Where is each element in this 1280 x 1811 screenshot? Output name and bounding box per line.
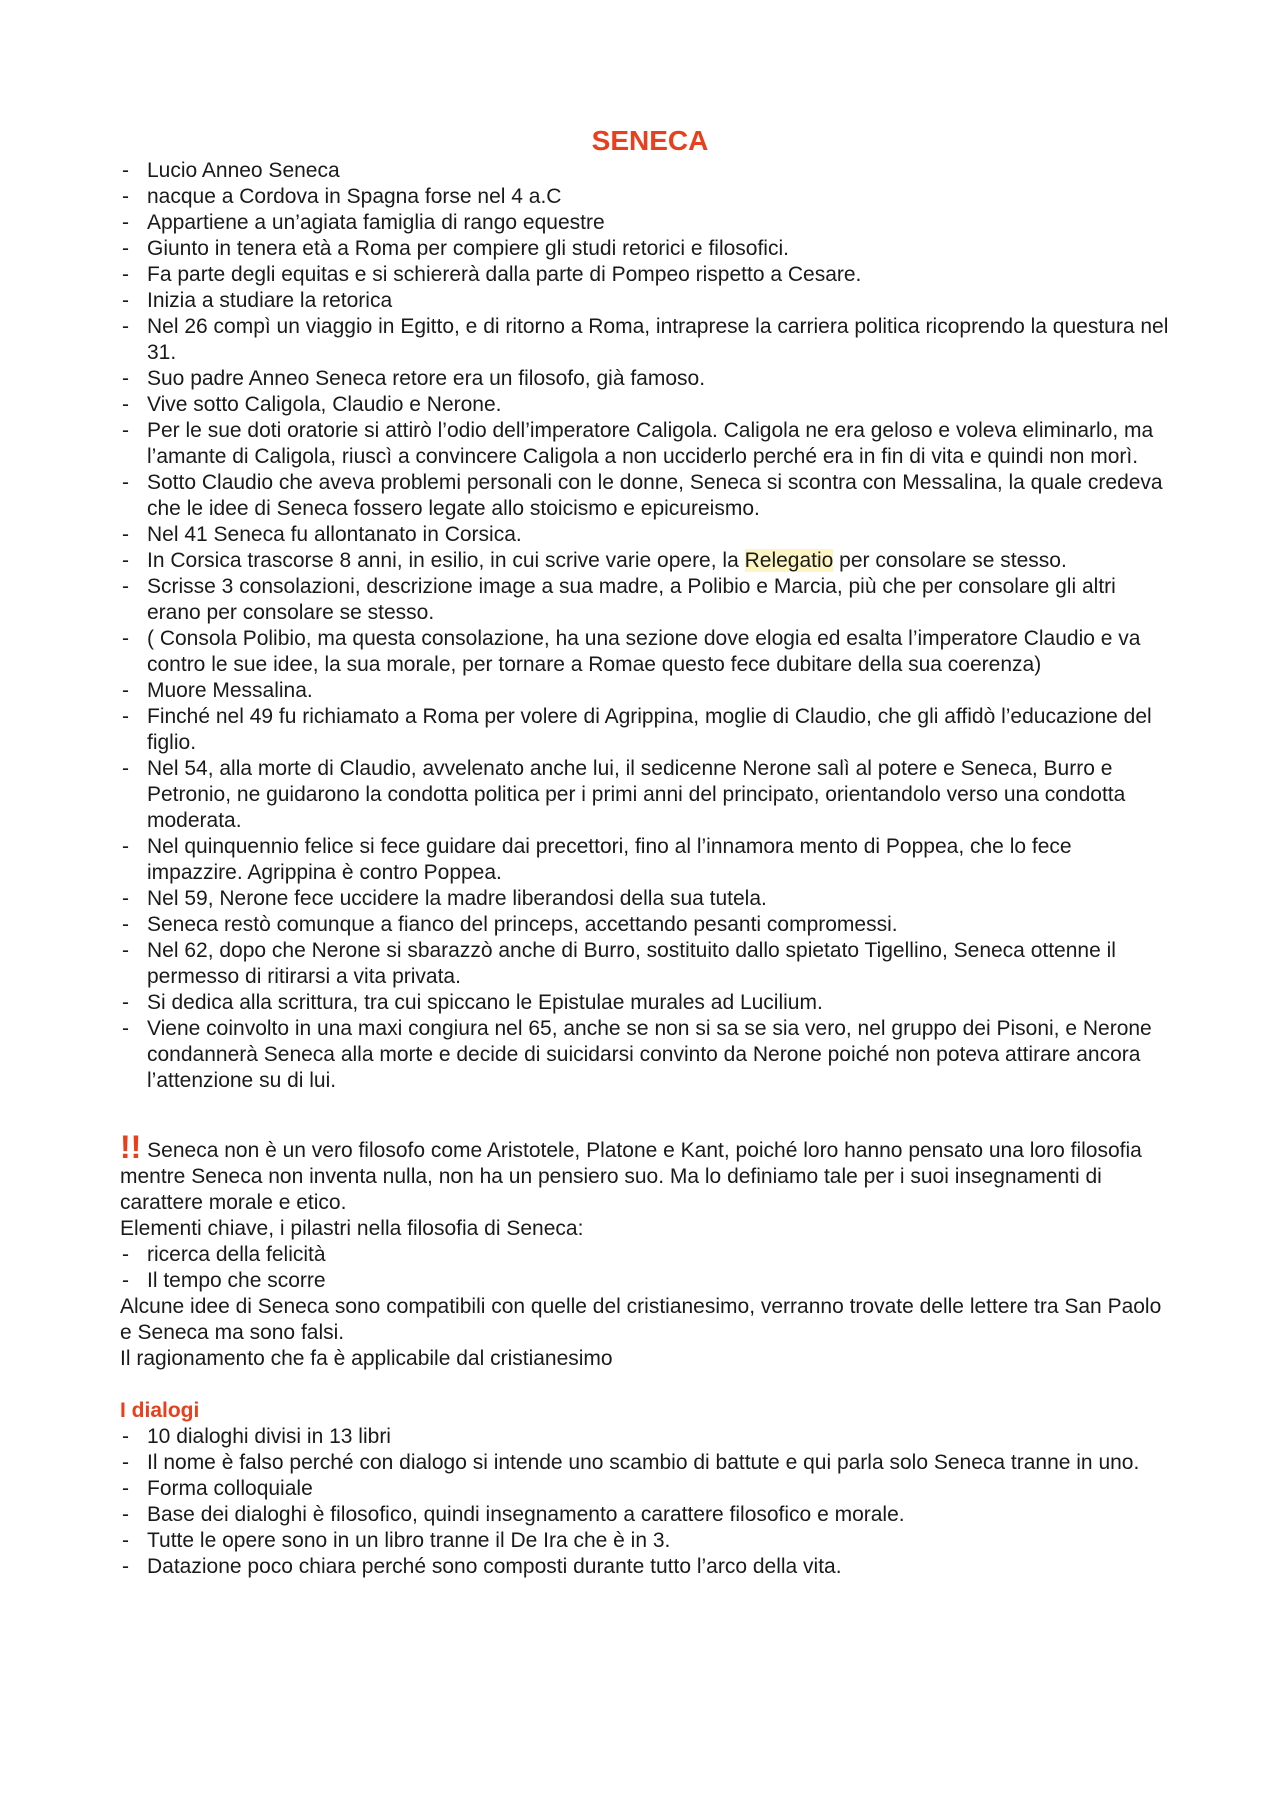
list-item: - Seneca restò comunque a fianco del princeps, accettando pesanti compromessi. [120,912,1170,938]
list-item: - Inizia a studiare la retorica [120,288,1170,314]
list-item: - Tutte le opere sono in un libro tranne il De Ira che è in 3. [120,1528,1170,1554]
list-item: - Viene coinvolto in una maxi congiura nel 65, anche se non si sa se sia vero, nel gruppo dei Pisoni, e Nerone condannerà Seneca alla morte e decide di suicidarsi convinto da Nerone poiché non poteva attirare ancora l’attenzione su di lui. [120,1016,1170,1094]
list-item: - Fa parte degli equitas e si schiererà dalla parte di Pompeo rispetto a Cesare. [120,262,1170,288]
list-item: - Per le sue doti oratorie si attirò l’odio dell’imperatore Caligola. Caligola ne era geloso e voleva eliminarlo, ma l’amante di Caligola, riuscì a convincere Caligola a non ucciderlo perché era in fin di vita e quindi non morì. [120,418,1170,470]
list-item: - Datazione poco chiara perché sono composti durante tutto l’arco della vita. [120,1554,1170,1580]
list-item: - Muore Messalina. [120,678,1170,704]
list-item: - Si dedica alla scrittura, tra cui spiccano le Epistulae murales ad Lucilium. [120,990,1170,1016]
list-item: - Sotto Claudio che aveva problemi personali con le donne, Seneca si scontra con Messalina, la quale credeva che le idee di Seneca fossero legate allo stoicismo e epicureismo. [120,470,1170,522]
list-item-relegatio [120,548,1170,574]
list-item: - Suo padre Anneo Seneca retore era un filosofo, già famoso. [120,366,1170,392]
reasoning-paragraph: Il ragionamento che fa è applicabile dal cristianesimo [120,1347,613,1370]
list-item: - Nel 26 compì un viaggio in Egitto, e di ritorno a Roma, intraprese la carriera politica ricoprendo la questura nel 31. [120,314,1170,366]
list-item: - Nel quinquennio felice si fece guidare dai precettori, fino al l’innamora mento di Poppea, che lo fece impazzire. Agrippina è contro Poppea. [120,834,1170,886]
pillars-intro: Elementi chiave, i pilastri nella filosofia di Seneca: [120,1217,584,1240]
note-paragraph [120,1129,1170,1216]
list-item: - Finché nel 49 fu richiamato a Roma per volere di Agrippina, moglie di Claudio, che gli affidò l’educazione del figlio. [120,704,1170,756]
list-item: - nacque a Cordova in Spagna forse nel 4 a.C [120,184,1170,210]
list-item: - Lucio Anneo Seneca [120,158,1170,184]
list-item: - Giunto in tenera età a Roma per compiere gli studi retorici e filosofici. [120,236,1170,262]
note-text: Seneca non è un vero filosofo come Aristotele, Platone e Kant, poiché loro hanno pensato una loro filosofia mentre Seneca non inventa nulla, non ha un pensiero suo. Ma lo definiamo tale per i suoi insegnamenti di carattere morale e etico. [120,1139,1142,1214]
list-item: - Scrisse 3 consolazioni, descrizione image a sua madre, a Polibio e Marcia, più che per consolare gli altri erano per consolare se stesso. [120,574,1170,626]
list-item: - Appartiene a un’agiata famiglia di rango equestre [120,210,1170,236]
list-item: - Nel 62, dopo che Nerone si sbarazzò anche di Burro, sostituito dallo spietato Tigellino, Seneca ottenne il permesso di ritirarsi a vita privata. [120,938,1170,990]
list-item: - Base dei dialoghi è filosofico, quindi insegnamento a carattere filosofico e morale. [120,1502,1170,1528]
page-title: SENECA [591,125,709,156]
list-item: - ( Consola Polibio, ma questa consolazione, ha una sezione dove elogia ed esalta l’imperatore Claudio e va contro le sue idee, la sua morale, per tornare a Romae questo fece dubitare della sua coerenza) [120,626,1170,678]
list-item: - Nel 41 Seneca fu allontanato in Corsica. [120,522,1170,548]
list-item: - Nel 59, Nerone fece uccidere la madre liberandosi della sua tutela. [120,886,1170,912]
list-item: - 10 dialoghi divisi in 13 libri [120,1424,1170,1450]
list-item: - Il nome è falso perché con dialogo si intende uno scambio di battute e qui parla solo Seneca tranne in uno. [120,1450,1170,1476]
list-item: - Il tempo che scorre [120,1268,1170,1294]
christian-paragraph: Alcune idee di Seneca sono compatibili con quelle del cristianesimo, verranno trovate delle lettere tra San Paolo e Seneca ma sono falsi. [120,1295,1162,1344]
relegatio-before: In Corsica trascorse 8 anni, in esilio, in cui scrive varie opere, la [147,549,745,572]
dialogues-list [120,1424,1170,1580]
relegatio-highlight: Relegatio [744,549,834,572]
list-item: - Nel 54, alla morte di Claudio, avvelenato anche lui, il sedicenne Nerone salì al potere e Seneca, Burro e Petronio, ne guidarono la condotta politica per i primi anni del principato, orientandolo verso una condotta moderata. [120,756,1170,834]
pillars-list [120,1242,1170,1294]
biography-list [120,158,1170,1094]
list-item: - Forma colloquiale [120,1476,1170,1502]
warning-icon: !! [120,1129,142,1165]
document-page [120,124,1170,1580]
list-item: - Vive sotto Caligola, Claudio e Nerone. [120,392,1170,418]
relegatio-after: per consolare se stesso. [833,549,1067,572]
list-item: - ricerca della felicità [120,1242,1170,1268]
note-block [120,1129,1170,1372]
section-heading-dialogi: I dialogi [120,1399,200,1422]
